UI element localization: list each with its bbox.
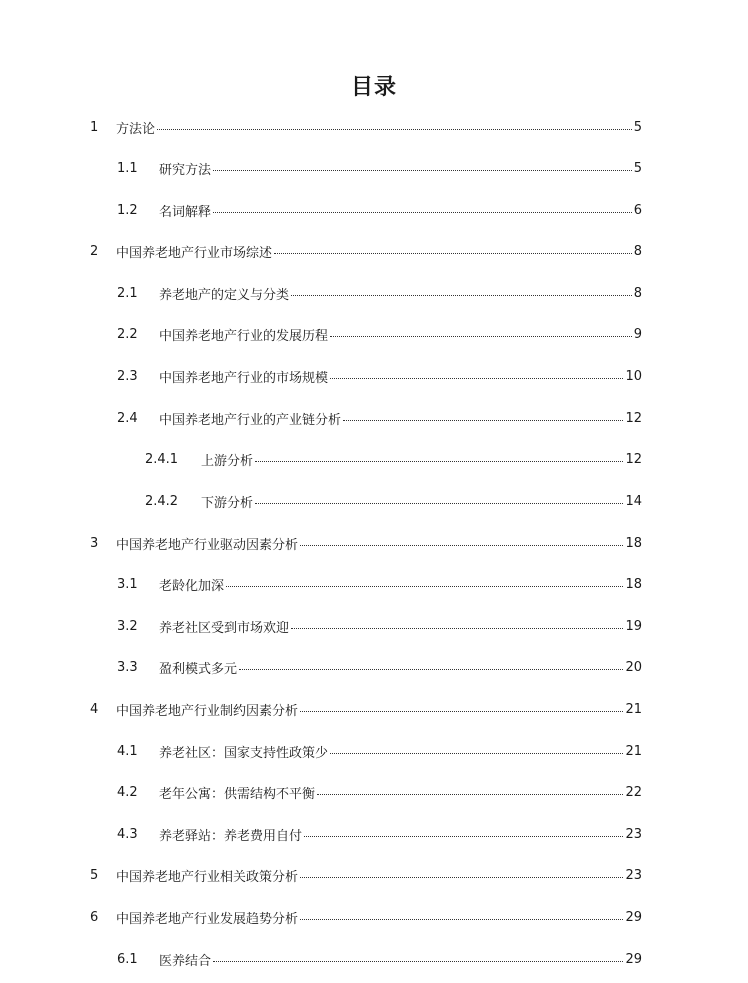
toc-entry-number: 1 <box>90 119 99 135</box>
toc-entry-4-3[interactable] <box>117 824 642 844</box>
toc-entry-number: 4 <box>90 701 99 717</box>
toc-entry-title: 中国养老地产行业的发展历程 <box>159 328 329 344</box>
dot-leader <box>330 377 623 379</box>
dot-leader <box>213 211 632 213</box>
toc-entry-number: 2.2 <box>117 326 138 342</box>
toc-entry-number: 3.1 <box>117 576 138 592</box>
toc-entry-number: 6 <box>90 909 99 925</box>
dot-leader <box>330 752 623 754</box>
dot-leader <box>213 960 623 962</box>
toc-entry-3-3[interactable] <box>117 657 642 677</box>
toc-entry-page: 6 <box>633 202 642 218</box>
toc-entry-2-3[interactable] <box>117 366 642 386</box>
page-title: 目录 <box>350 75 397 100</box>
dot-leader <box>274 252 632 254</box>
toc-entry-page: 9 <box>633 326 642 342</box>
dot-leader <box>157 128 632 130</box>
toc-entry-page: 10 <box>625 368 642 384</box>
toc-entry-3[interactable] <box>90 533 642 553</box>
toc-entry-page: 8 <box>633 243 642 259</box>
toc-entry-number: 3 <box>90 535 99 551</box>
toc-entry-number: 3.2 <box>117 618 138 634</box>
toc-entry-number: 2.4.2 <box>145 493 179 509</box>
dot-leader <box>343 419 623 421</box>
toc-entry-2-1[interactable] <box>117 283 642 303</box>
toc-entry-6[interactable] <box>90 907 642 927</box>
toc-entry-page: 21 <box>625 701 642 717</box>
toc-entry-page: 18 <box>625 576 642 592</box>
toc-entry-number: 1.2 <box>117 202 138 218</box>
toc-entry-1-1[interactable] <box>117 158 642 178</box>
dot-leader <box>330 335 632 337</box>
toc-entry-6-1[interactable] <box>117 949 642 969</box>
dot-leader <box>300 876 623 878</box>
toc-entry-page: 5 <box>633 160 642 176</box>
dot-leader <box>300 710 623 712</box>
toc-entry-page: 20 <box>625 659 642 675</box>
dot-leader <box>304 835 623 837</box>
toc-entry-3-2[interactable] <box>117 616 642 636</box>
toc-entry-title: 医养结合 <box>159 953 212 969</box>
toc-entry-number: 1.1 <box>117 160 138 176</box>
toc-entry-title: 下游分析 <box>201 495 254 511</box>
dot-leader <box>291 627 623 629</box>
toc-entry-page: 19 <box>625 618 642 634</box>
toc-entry-number: 2.4 <box>117 410 138 426</box>
dot-leader <box>226 585 623 587</box>
toc-entry-title: 中国养老地产行业制约因素分析 <box>116 703 299 719</box>
toc-entry-page: 22 <box>625 784 642 800</box>
toc-entry-title: 养老驿站：养老费用自付 <box>159 828 303 844</box>
dot-leader <box>300 918 623 920</box>
dot-leader <box>213 169 632 171</box>
toc-entry-2-4[interactable] <box>117 408 642 428</box>
toc-entry-number: 2 <box>90 243 99 259</box>
toc-entry-number: 2.1 <box>117 285 138 301</box>
toc-entry-title: 中国养老地产行业驱动因素分析 <box>116 537 299 553</box>
toc-entry-number: 6.1 <box>117 951 138 967</box>
toc-entry-title: 中国养老地产行业的市场规模 <box>159 370 329 386</box>
dot-leader <box>317 793 623 795</box>
toc-entry-number: 2.4.1 <box>145 451 179 467</box>
toc-entry-title: 养老社区受到市场欢迎 <box>159 620 290 636</box>
toc-entry-1-2[interactable] <box>117 200 642 220</box>
toc-entry-1[interactable] <box>90 117 642 137</box>
toc-entry-4-1[interactable] <box>117 741 642 761</box>
toc-entry-title: 养老社区：国家支持性政策少 <box>159 745 329 761</box>
toc-entry-title: 盈利模式多元 <box>159 661 238 677</box>
toc-entry-page: 12 <box>625 451 642 467</box>
toc-entry-page: 18 <box>625 535 642 551</box>
toc-entry-page: 23 <box>625 826 642 842</box>
toc-entry-4[interactable] <box>90 699 642 719</box>
toc-entry-title: 研究方法 <box>159 162 212 178</box>
toc-entry-title: 老龄化加深 <box>159 578 225 594</box>
toc-entry-number: 3.3 <box>117 659 138 675</box>
toc-entry-page: 5 <box>633 119 642 135</box>
toc-entry-number: 5 <box>90 867 99 883</box>
toc-entry-2[interactable] <box>90 241 642 261</box>
toc-entry-title: 中国养老地产行业市场综述 <box>116 245 273 261</box>
toc-entry-page: 8 <box>633 285 642 301</box>
toc-entry-2-2[interactable] <box>117 324 642 344</box>
toc-entry-title: 名词解释 <box>159 204 212 220</box>
toc-entry-number: 2.3 <box>117 368 138 384</box>
dot-leader <box>291 294 632 296</box>
toc-entry-2-4-1[interactable] <box>145 449 642 469</box>
toc-entry-2-4-2[interactable] <box>145 491 642 511</box>
toc-entry-5[interactable] <box>90 865 642 885</box>
toc-entry-title: 方法论 <box>116 121 156 137</box>
dot-leader <box>300 544 623 546</box>
toc-entry-number: 4.3 <box>117 826 138 842</box>
toc-entry-title: 中国养老地产行业发展趋势分析 <box>116 911 299 927</box>
toc-entry-title: 养老地产的定义与分类 <box>159 287 290 303</box>
dot-leader <box>255 502 623 504</box>
toc-entry-title: 中国养老地产行业的产业链分析 <box>159 412 342 428</box>
toc-entry-title: 老年公寓：供需结构不平衡 <box>159 786 316 802</box>
toc-entry-number: 4.1 <box>117 743 138 759</box>
toc-entry-page: 14 <box>625 493 642 509</box>
toc-entry-page: 29 <box>625 909 642 925</box>
toc-entry-number: 4.2 <box>117 784 138 800</box>
toc-entry-title: 上游分析 <box>201 453 254 469</box>
toc-entry-page: 23 <box>625 867 642 883</box>
toc-entry-3-1[interactable] <box>117 574 642 594</box>
toc-entry-4-2[interactable] <box>117 782 642 802</box>
dot-leader <box>255 460 623 462</box>
toc-entry-page: 21 <box>625 743 642 759</box>
toc-entry-page: 12 <box>625 410 642 426</box>
toc-entry-title: 中国养老地产行业相关政策分析 <box>116 869 299 885</box>
toc-entry-page: 29 <box>625 951 642 967</box>
dot-leader <box>239 668 623 670</box>
